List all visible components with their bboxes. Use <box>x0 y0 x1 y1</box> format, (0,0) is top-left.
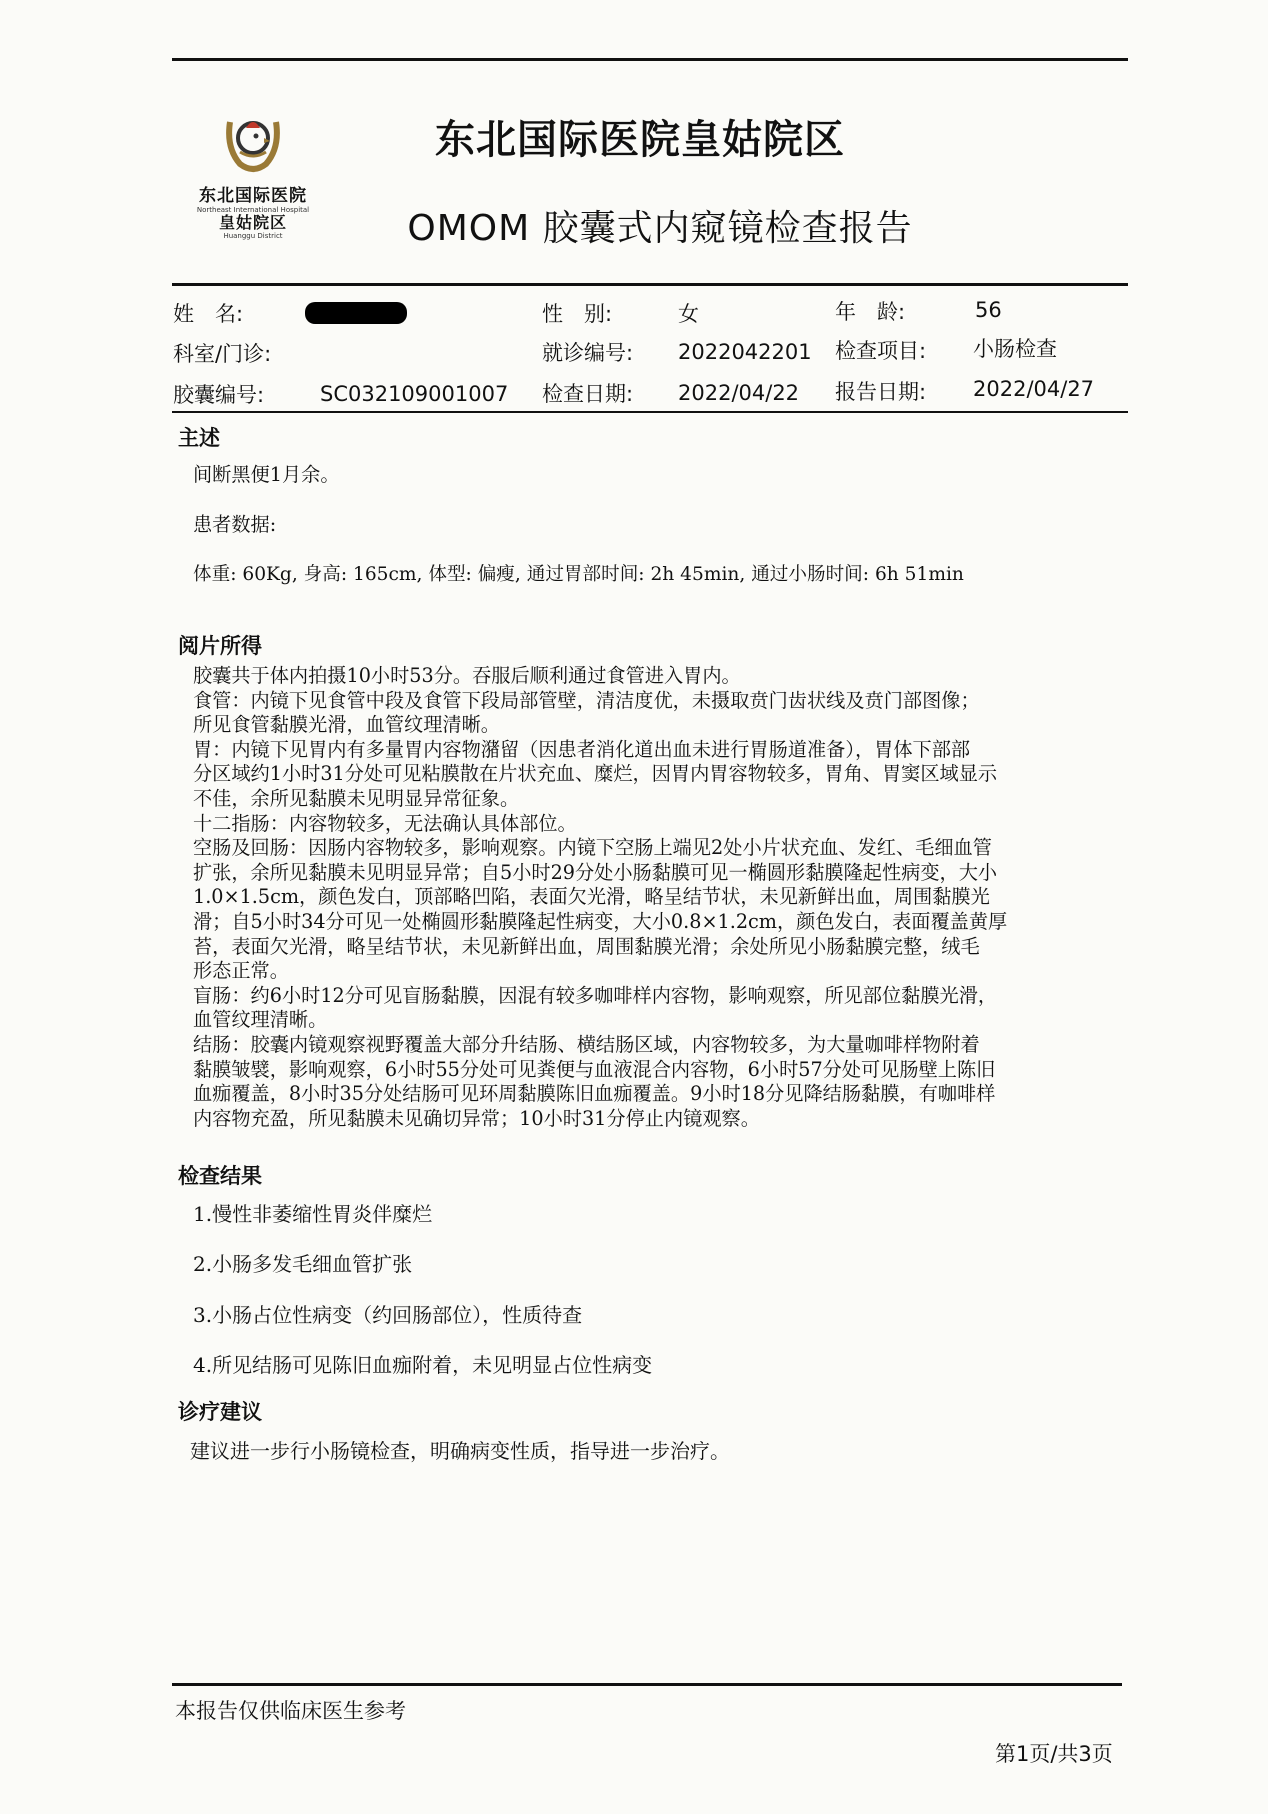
findings-line: 空肠及回肠：因肠内容物较多，影响观察。内镜下空肠上端见2处小片状充血、发红、毛细血管 <box>193 836 992 860</box>
findings-line: 形态正常。 <box>193 959 289 983</box>
advice-text: 建议进一步行小肠镜检查，明确病变性质，指导进一步治疗。 <box>190 1439 730 1463</box>
findings-line: 扩张，余所见黏膜未见明显异常；自5小时29分处小肠黏膜可见一椭圆形黏膜隆起性病变，大小 <box>193 860 998 884</box>
hospital-name: 东北国际医院皇姑院区 <box>435 117 845 163</box>
findings-line: 血痂覆盖，8小时35分处结肠可见环周黏膜陈旧血痂覆盖。9小时18分见降结肠黏膜，有咖啡样 <box>193 1082 996 1106</box>
findings-line: 1.0×1.5cm，颜色发白，顶部略凹陷，表面欠光滑，略呈结节状，未见新鲜出血，周围黏膜光 <box>193 885 990 909</box>
redacted-name <box>305 302 407 324</box>
findings-line: 内容物充盈，所见黏膜未见确切异常；10小时31分停止内镜观察。 <box>193 1106 760 1130</box>
findings-line: 血管纹理清晰。 <box>193 1008 328 1032</box>
age-value: 56 <box>975 298 1002 322</box>
complaint-text: 间断黑便1月余。 <box>193 463 340 486</box>
result-item: 3.小肠占位性病变（约回肠部位），性质待查 <box>193 1303 583 1327</box>
findings-line: 结肠：胶囊内镜观察视野覆盖大部分升结肠、横结肠区域，内容物较多，为大量咖啡样物附着 <box>193 1032 980 1056</box>
findings-line: 不佳，余所见黏膜未见明显异常征象。 <box>193 786 520 810</box>
logo-name: 东北国际医院 <box>199 186 307 206</box>
findings-text <box>193 664 1113 1131</box>
gender-label: 性 别: <box>542 302 613 326</box>
footer-note: 本报告仅供临床医生参考 <box>175 1699 406 1723</box>
findings-line: 胶囊共于体内拍摄10小时53分。吞服后顺利通过食管进入胃内。 <box>193 664 741 687</box>
findings-line: 盲肠：约6小时12分可见盲肠黏膜，因混有较多咖啡样内容物，影响观察，所见部位黏膜光滑， <box>193 983 998 1007</box>
page-number: 第1页/共3页 <box>995 1742 1113 1766</box>
top-rule <box>172 58 1128 61</box>
capsule-no-value: SC032109001007 <box>320 382 509 406</box>
exam-date-label: 检查日期: <box>542 382 634 406</box>
findings-line: 食管：内镜下见食管中段及食管下段局部管壁，清洁度优，未摄取贲门齿状线及贲门部图像； <box>193 688 980 712</box>
hospital-logo <box>188 108 318 248</box>
results-heading: 检查结果 <box>178 1164 262 1188</box>
logo-district: 皇姑院区 <box>218 213 287 232</box>
result-item: 2.小肠多发毛细血管扩张 <box>193 1252 413 1276</box>
patient-data-label: 患者数据: <box>193 513 277 536</box>
dept-label: 科室/门诊: <box>173 342 272 366</box>
report-date-label: 报告日期: <box>835 380 927 404</box>
findings-line: 分区域约1小时31分处可见粘膜散在片状充血、糜烂，因胃内胃容物较多，胃角、胃窦区域显示 <box>193 762 998 786</box>
result-item: 1.慢性非萎缩性胃炎伴糜烂 <box>193 1202 433 1226</box>
exam-date-value: 2022/04/22 <box>678 381 800 405</box>
capsule-no-label: 胶囊编号: <box>173 383 265 407</box>
gender-value: 女 <box>678 302 699 326</box>
advice-heading: 诊疗建议 <box>178 1400 262 1424</box>
info-rule <box>172 411 1128 413</box>
logo-district-en: Huanggu District <box>223 232 283 240</box>
exam-item-label: 检查项目: <box>835 339 927 363</box>
findings-line: 黏膜皱襞，影响观察，6小时55分处可见粪便与血液混合内容物，6小时57分处可见肠壁上陈旧 <box>193 1057 996 1081</box>
header-rule <box>172 283 1128 286</box>
complaint-heading: 主述 <box>178 426 220 450</box>
findings-line: 胃：内镜下见胃内有多量胃内容物潴留（因患者消化道出血未进行胃肠道准备），胃体下部部 <box>193 737 971 761</box>
age-label: 年 龄: <box>835 300 906 324</box>
exam-item-value: 小肠检查 <box>973 337 1057 361</box>
rooster-logo-icon <box>218 108 288 178</box>
findings-line: 所见食管黏膜光滑，血管纹理清晰。 <box>193 713 500 737</box>
findings-line: 滑；自5小时34分可见一处椭圆形黏膜隆起性病变，大小0.8×1.2cm，颜色发白，表面覆盖黄厚 <box>193 909 1008 933</box>
report-title: OMOM 胶囊式内窥镜检查报告 <box>407 208 913 249</box>
patient-data-text: 体重: 60Kg, 身高: 165cm, 体型: 偏瘦, 通过胃部时间: 2h 45min, 通过小肠时间: 6h 51min <box>193 564 964 585</box>
findings-line: 苔，表面欠光滑，略呈结节状，未见新鲜出血，周围黏膜光滑；余处所见小肠黏膜完整，绒毛 <box>193 934 980 958</box>
visit-no-value: 2022042201 <box>678 340 812 364</box>
report-date-value: 2022/04/27 <box>973 377 1095 401</box>
logo-name-en: Northeast International Hospital <box>196 206 310 214</box>
findings-line: 十二指肠：内容物较多，无法确认具体部位。 <box>193 811 577 835</box>
footer-rule <box>172 1683 1122 1686</box>
name-label: 姓 名: <box>173 302 244 326</box>
result-item: 4.所见结肠可见陈旧血痂附着，未见明显占位性病变 <box>193 1353 653 1377</box>
visit-no-label: 就诊编号: <box>542 341 634 365</box>
findings-heading: 阅片所得 <box>178 634 262 658</box>
